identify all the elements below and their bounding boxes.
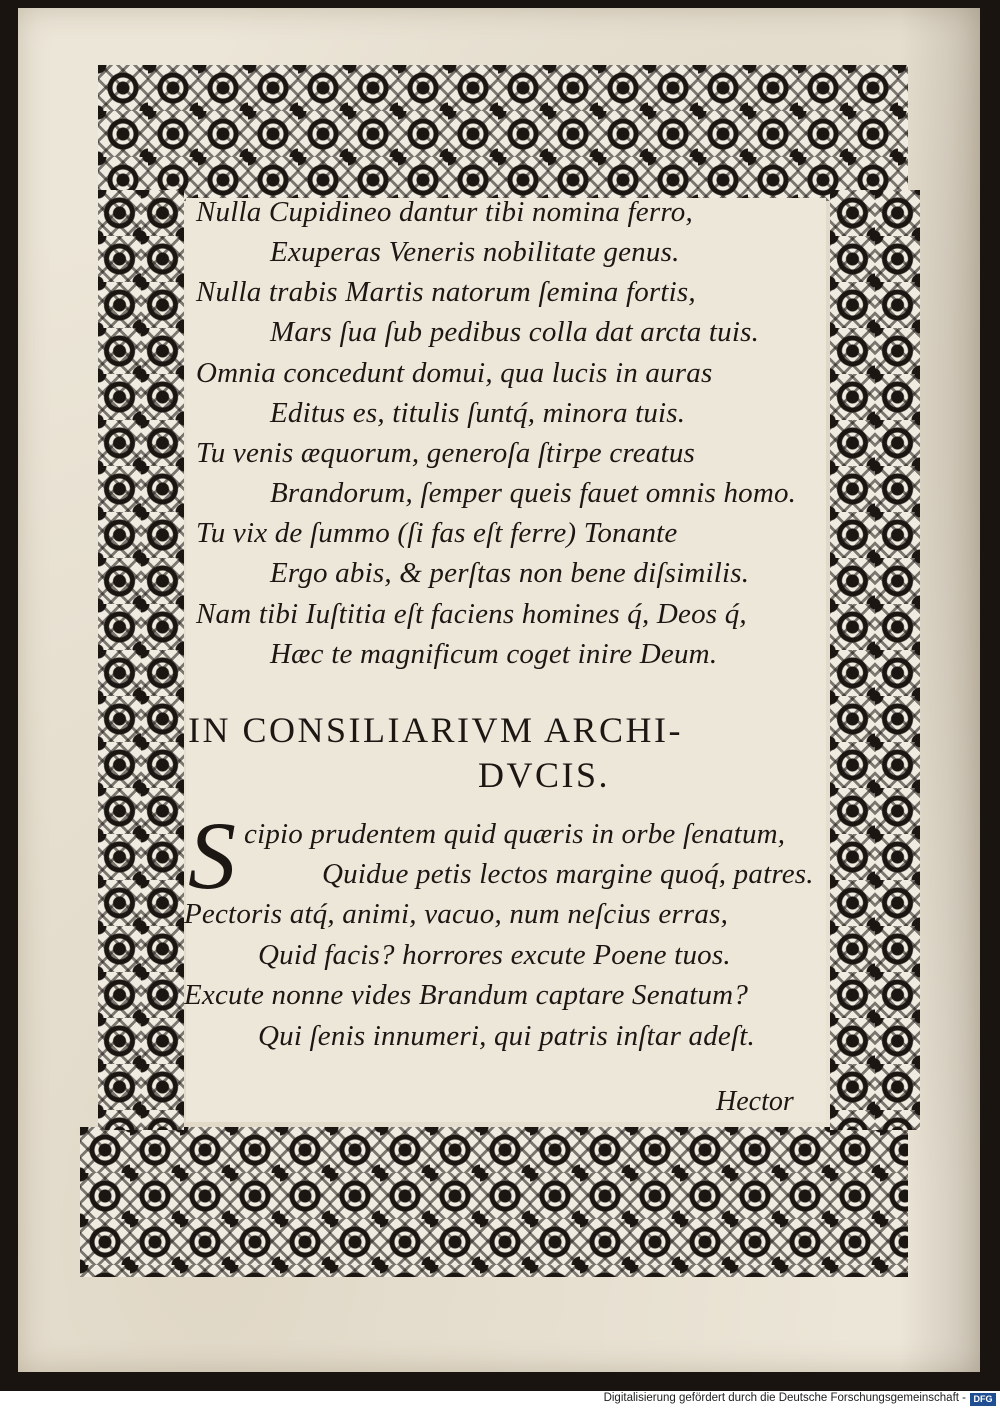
- verse-line: Nam tibi Iuſtitia eſt faciens homines q́, Deos q́,: [196, 598, 747, 630]
- verse-line: Tu vix de ſummo (ſi fas eſt ferre) Tonante: [196, 517, 678, 549]
- verse-line: Qui ſenis innumeri, qui patris inſtar adeſt.: [258, 1020, 755, 1052]
- verse-line: Nulla trabis Martis natorum ſemina fortis,: [196, 276, 696, 308]
- verse-line: Excute nonne vides Brandum captare Senatum?: [184, 979, 749, 1011]
- verse-line: Quid facis? horrores excute Poene tuos.: [258, 939, 731, 971]
- section-heading-continued: DVCIS.: [478, 755, 611, 795]
- catchword: Hector: [716, 1086, 794, 1117]
- drop-initial: S: [188, 802, 236, 909]
- verse-line: Nulla Cupidineo dantur tibi nomina ferro,: [196, 196, 693, 228]
- verse-line: Mars ſua ſub pedibus colla dat arcta tuis.: [270, 316, 760, 348]
- verse-line: Editus es, titulis ſuntq́, minora tuis.: [270, 397, 686, 429]
- verse-line: Brandorum, ſemper queis fauet omnis homo.: [270, 477, 797, 509]
- section-heading: IN CONSILIARIVM ARCHI-: [188, 710, 683, 750]
- verse-line: Ergo abis, & perſtas non bene diſsimilis.: [270, 557, 750, 589]
- verse-line: Pectoris atq́, animi, vacuo, num neſcius erras,: [184, 898, 729, 930]
- ornamental-border-top: [98, 65, 908, 201]
- funding-footer: [0, 1391, 1000, 1409]
- dfg-logo-icon[interactable]: DFG: [970, 1393, 996, 1406]
- verse-line: Tu venis æquorum, generoſa ſtirpe creatus: [196, 437, 696, 469]
- ornamental-border-right: [830, 190, 920, 1130]
- verse-line: cipio prudentem quid quæris in orbe ſenatum,: [244, 818, 786, 850]
- ornamental-border-left: [98, 190, 184, 1130]
- verse-line: Quidue petis lectos margine quoq́, patres.: [322, 858, 814, 890]
- funding-notice: Digitalisierung gefördert durch die Deutsche Forschungsgemeinschaft -: [603, 1392, 966, 1404]
- ornamental-border-bottom: [80, 1127, 908, 1277]
- verse-line: Exuperas Veneris nobilitate genus.: [270, 236, 680, 268]
- verse-line: Omnia concedunt domui, qua lucis in auras: [196, 357, 713, 389]
- verse-line: Hæc te magnificum coget inire Deum.: [270, 638, 718, 670]
